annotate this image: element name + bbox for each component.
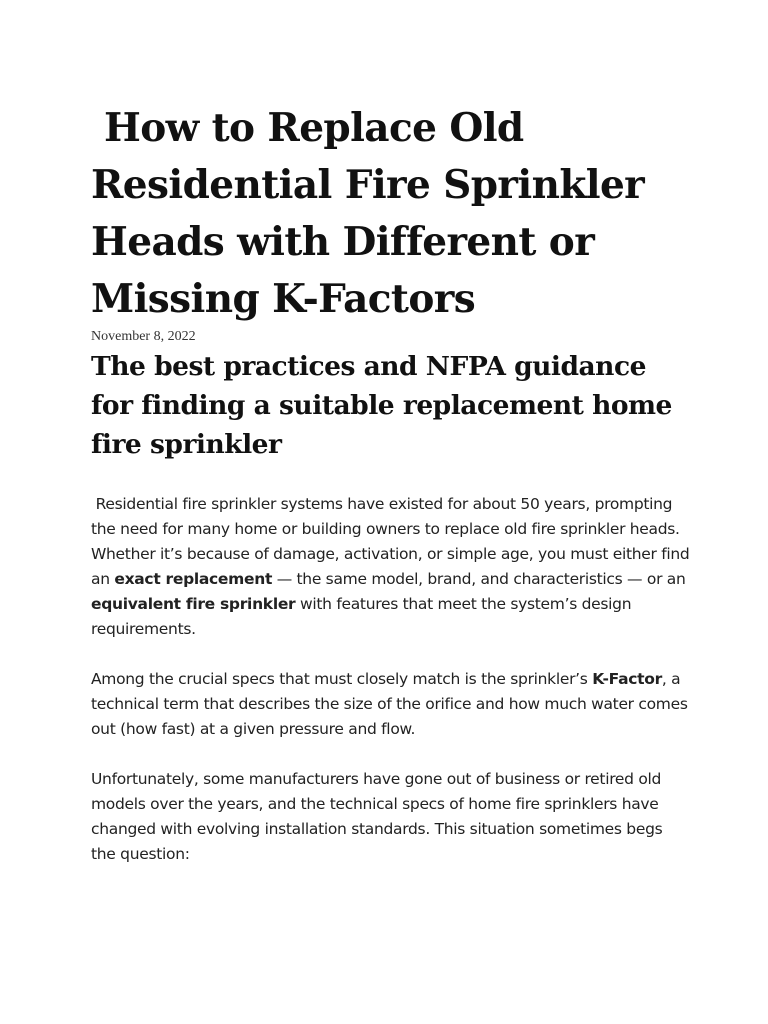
paragraph-k-factor xyxy=(91,667,691,742)
paragraph-text: Unfortunately, some manufacturers have gone out of business or retired old models over the years, and the technical specs of home fire sprinklers have changed with evolving installation standards. This situation sometimes begs the question: xyxy=(91,770,668,863)
paragraph-text: Among the crucial specs that must closely match is the sprinkler’s xyxy=(91,670,593,688)
article-body xyxy=(91,492,695,867)
paragraph-text: Residential fire sprinkler systems have existed for about 50 years, prompting the need for many home or building owners to replace old fire sprinkler heads. Whether it’s because of damage, activation, or simple age, you must either find an xyxy=(91,495,695,588)
bold-term-equivalent-sprinkler: equivalent fire sprinkler xyxy=(91,595,296,613)
paragraph-text: , a technical term that describes the size of the orifice and how much water comes out (how fast) at a given pressure and flow. xyxy=(91,670,693,738)
article xyxy=(91,100,695,867)
paragraph-intro xyxy=(91,492,695,642)
bold-term-k-factor: K-Factor xyxy=(592,670,662,688)
paragraph-manufacturers xyxy=(91,767,691,867)
publish-date: November 8, 2022 xyxy=(91,329,196,344)
paragraph-text: with features that meet the system’s design requirements. xyxy=(91,595,636,638)
bold-term-exact-replacement: exact replacement xyxy=(114,570,273,588)
paragraph-text: — the same model, brand, and characteristics — or an xyxy=(272,570,691,588)
article-subtitle: The best practices and NFPA guidance for finding a suitable replacement home fire sprinkler xyxy=(91,351,672,460)
article-title: How to Replace Old Residential Fire Sprinkler Heads with Different or Missing K-Factors xyxy=(91,105,658,322)
